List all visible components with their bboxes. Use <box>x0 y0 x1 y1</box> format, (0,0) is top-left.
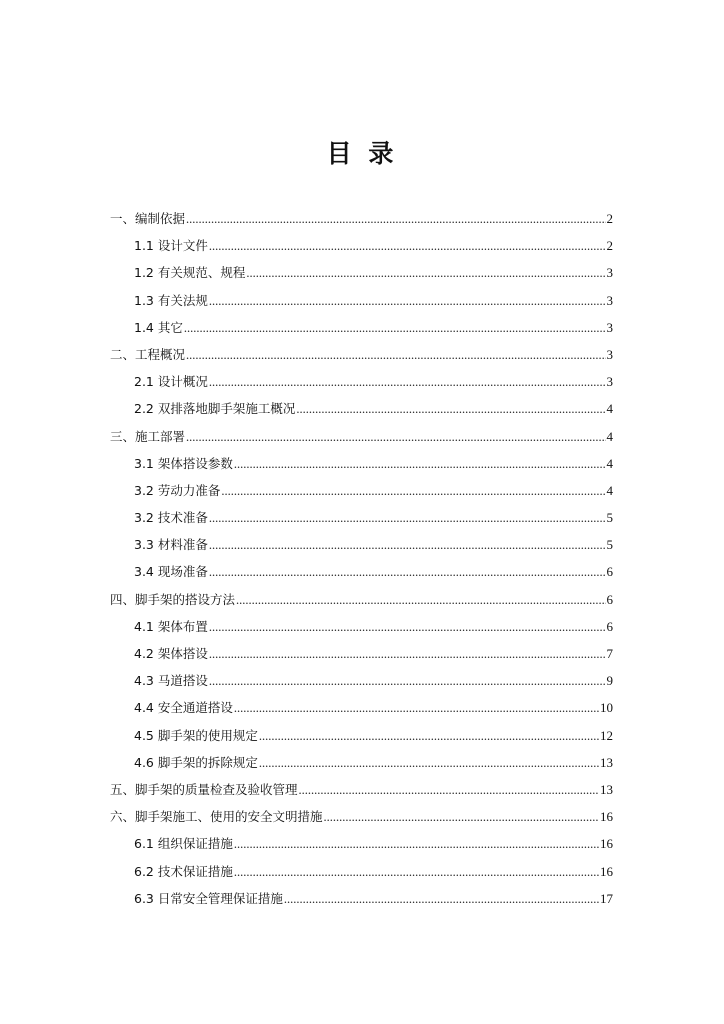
toc-entry[interactable] <box>0 885 724 912</box>
toc-page-number: 6 <box>606 564 613 580</box>
toc-page-number: 3 <box>606 292 613 308</box>
toc-entry-label: 1.2 有关规范、规程 <box>134 265 246 281</box>
toc-page-number: 13 <box>600 754 613 770</box>
toc-entry-label: 4.2 架体搭设 <box>134 646 208 661</box>
toc-list <box>0 205 724 912</box>
toc-leader-dots <box>209 532 606 559</box>
toc-entry-label: 6.3 日常安全管理保证措施 <box>134 890 283 906</box>
toc-entry-label: 六、脚手架施工、使用的安全文明措施 <box>110 809 323 825</box>
toc-entry-label: 一、编制依据 <box>110 211 186 226</box>
toc-page-number: 2 <box>606 211 613 226</box>
toc-page-number: 3 <box>606 319 613 335</box>
toc-leader-dots <box>234 451 606 478</box>
toc-entry[interactable] <box>0 803 724 830</box>
toc-page-number: 12 <box>600 727 613 743</box>
toc-entry-label: 3.1 架体搭设参数 <box>134 455 233 471</box>
toc-entry-label: 3.4 现场准备 <box>134 564 208 580</box>
toc-leader-dots <box>234 695 599 722</box>
toc-entry-label: 4.5 脚手架的使用规定 <box>134 727 258 743</box>
toc-leader-dots <box>324 804 599 831</box>
toc-entry[interactable] <box>0 640 724 667</box>
toc-leader-dots <box>209 614 606 641</box>
toc-entry[interactable] <box>0 504 724 531</box>
toc-title: 目 录 <box>326 139 398 168</box>
toc-page-number: 13 <box>600 781 613 797</box>
toc-page-number: 5 <box>606 510 613 526</box>
toc-entry-label: 6.1 组织保证措施 <box>134 836 233 852</box>
toc-entry[interactable] <box>0 558 724 585</box>
toc-entry[interactable] <box>0 667 724 694</box>
toc-page-number: 3 <box>606 374 613 390</box>
toc-entry[interactable] <box>0 287 724 314</box>
toc-page-number: 10 <box>600 700 613 716</box>
toc-leader-dots <box>186 424 605 451</box>
toc-entry[interactable] <box>0 531 724 558</box>
toc-entry-label: 2.1 设计概况 <box>134 374 208 390</box>
toc-leader-dots <box>186 206 605 233</box>
toc-page-number: 17 <box>600 890 613 906</box>
toc-entry[interactable] <box>0 395 724 422</box>
toc-leader-dots <box>209 369 606 396</box>
toc-entry[interactable] <box>0 341 724 368</box>
toc-page-number: 4 <box>606 428 613 444</box>
toc-leader-dots <box>184 315 606 342</box>
toc-entry[interactable] <box>0 477 724 504</box>
toc-entry-label: 4.1 架体布置 <box>134 618 208 634</box>
toc-page-number: 7 <box>606 646 613 661</box>
toc-entry[interactable] <box>0 423 724 450</box>
toc-page-number: 4 <box>606 401 613 417</box>
toc-page-number: 2 <box>606 238 613 254</box>
toc-entry-label: 4.4 安全通道搭设 <box>134 700 233 716</box>
toc-entry[interactable] <box>0 830 724 857</box>
toc-entry-label: 3.3 材料准备 <box>134 537 208 553</box>
toc-entry-label: 1.1 设计文件 <box>134 238 208 254</box>
toc-page-number: 5 <box>606 537 613 553</box>
toc-entry[interactable] <box>0 694 724 721</box>
toc-entry-label: 1.3 有关法规 <box>134 292 208 308</box>
toc-leader-dots <box>209 641 606 668</box>
toc-entry[interactable] <box>0 858 724 885</box>
toc-entry[interactable] <box>0 450 724 477</box>
toc-leader-dots <box>284 886 599 913</box>
toc-entry-label: 2.2 双排落地脚手架施工概况 <box>134 401 296 417</box>
toc-entry[interactable] <box>0 314 724 341</box>
toc-page-number: 4 <box>606 455 613 471</box>
toc-leader-dots <box>299 777 599 804</box>
toc-entry-label: 4.3 马道搭设 <box>134 673 208 689</box>
toc-page-number: 3 <box>606 346 613 362</box>
toc-page-number: 4 <box>606 482 613 498</box>
toc-leader-dots <box>259 750 599 777</box>
toc-entry-label: 6.2 技术保证措施 <box>134 863 233 879</box>
toc-entry-label: 三、施工部署 <box>110 428 186 444</box>
toc-leader-dots <box>209 233 606 260</box>
toc-leader-dots <box>209 288 606 315</box>
toc-page-number: 16 <box>600 809 613 825</box>
toc-page-number: 3 <box>606 265 613 281</box>
toc-entry-label: 二、工程概况 <box>110 346 186 362</box>
toc-entry-label: 四、脚手架的搭设方法 <box>110 591 236 607</box>
toc-leader-dots <box>209 668 606 695</box>
toc-leader-dots <box>209 505 606 532</box>
toc-entry[interactable] <box>0 259 724 286</box>
toc-leader-dots <box>246 260 605 287</box>
toc-entry-label: 4.6 脚手架的拆除规定 <box>134 754 258 770</box>
toc-page-number: 16 <box>600 863 613 879</box>
toc-leader-dots <box>234 831 599 858</box>
toc-page-number: 9 <box>606 673 613 689</box>
toc-entry[interactable] <box>0 586 724 613</box>
toc-entry-label: 五、脚手架的质量检查及验收管理 <box>110 781 298 797</box>
toc-leader-dots <box>221 478 605 505</box>
toc-page-number: 6 <box>606 618 613 634</box>
toc-entry[interactable] <box>0 776 724 803</box>
toc-entry[interactable] <box>0 368 724 395</box>
toc-leader-dots <box>296 396 605 423</box>
toc-entry[interactable] <box>0 205 724 232</box>
toc-page-number: 16 <box>600 836 613 852</box>
toc-leader-dots <box>209 559 606 586</box>
toc-entry-label: 3.2 劳动力准备 <box>134 482 221 498</box>
toc-leader-dots <box>236 587 605 614</box>
toc-leader-dots <box>234 859 599 886</box>
toc-entry-label: 1.4 其它 <box>134 319 183 335</box>
toc-entry[interactable] <box>0 232 724 259</box>
toc-entry[interactable] <box>0 722 724 749</box>
toc-entry-label: 3.2 技术准备 <box>134 510 208 526</box>
toc-entry[interactable] <box>0 613 724 640</box>
toc-page-number: 6 <box>606 591 613 607</box>
toc-leader-dots <box>259 723 599 750</box>
toc-entry[interactable] <box>0 749 724 776</box>
toc-leader-dots <box>186 342 605 369</box>
